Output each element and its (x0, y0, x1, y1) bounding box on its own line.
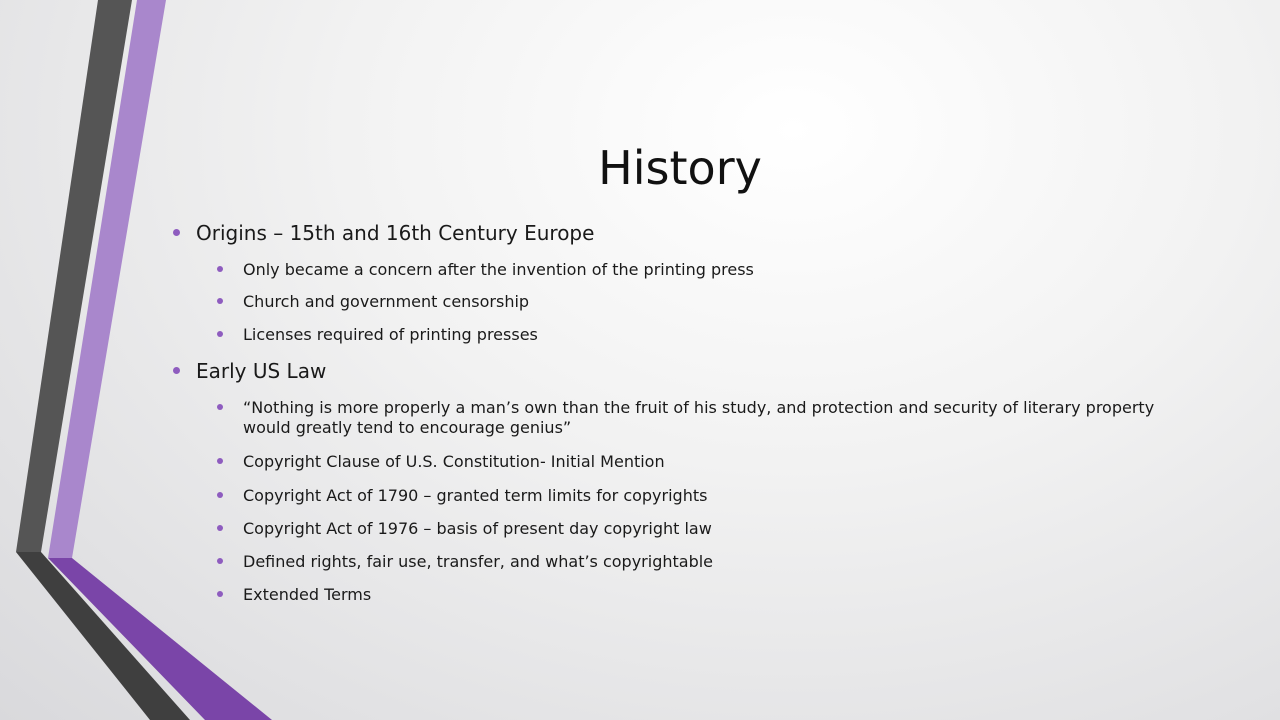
bullet-dot (173, 229, 180, 236)
bullet-text: Church and government censorship (243, 292, 530, 311)
bullet-dot (217, 458, 223, 464)
bullet-level2 (243, 260, 1163, 280)
bullet-text: Copyright Act of 1790 – granted term limits for copyrights (243, 486, 708, 505)
bullet-level2 (243, 325, 1163, 345)
bullet-level1 (196, 358, 1096, 384)
bullet-level1 (196, 220, 1096, 246)
bullet-dot (217, 591, 223, 597)
bullet-text: Copyright Clause of U.S. Constitution- Initial Mention (243, 452, 665, 471)
bullet-text: Only became a concern after the invention of the printing press (243, 260, 754, 279)
bullet-dot (217, 266, 223, 272)
bullet-level2 (243, 486, 1163, 506)
bullet-dot (217, 331, 223, 337)
bullet-dot (217, 492, 223, 498)
bullet-dot (217, 298, 223, 304)
bullet-text: “Nothing is more properly a man’s own than the fruit of his study, and protection and security of literary property would greatly tend to encourage genius” (243, 398, 1155, 437)
bullet-text: Early US Law (196, 359, 327, 383)
bullet-level2 (243, 552, 1163, 572)
bullet-text: Extended Terms (243, 585, 372, 604)
bullet-level2 (243, 398, 1163, 438)
bullet-text: Origins – 15th and 16th Century Europe (196, 221, 595, 245)
bullet-dot (217, 558, 223, 564)
bullet-dot (217, 525, 223, 531)
slide-title: History (598, 141, 762, 195)
bullet-text: Defined rights, fair use, transfer, and what’s copyrightable (243, 552, 714, 571)
bullet-text: Licenses required of printing presses (243, 325, 538, 344)
bullet-level2 (243, 452, 1163, 472)
bullet-level2 (243, 292, 1163, 312)
bullet-level2 (243, 519, 1163, 539)
bullet-level2 (243, 585, 1163, 605)
bullet-dot (173, 367, 180, 374)
bullet-dot (217, 404, 223, 410)
bullet-text: Copyright Act of 1976 – basis of present day copyright law (243, 519, 712, 538)
